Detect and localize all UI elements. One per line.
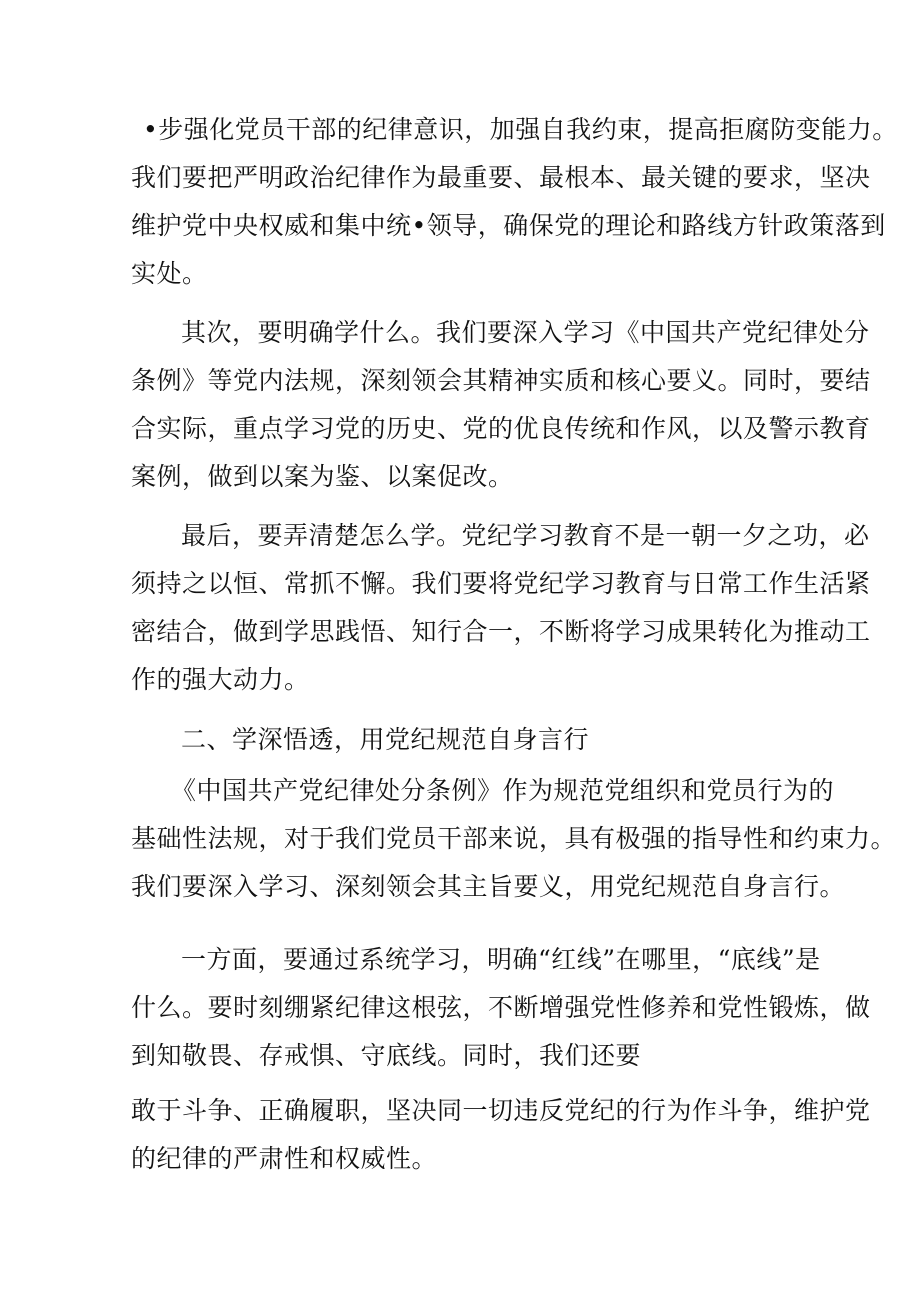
text-line: 合实际，重点学习党的历史、党的优良传统和作风，以及警示教育 — [131, 414, 871, 443]
text-line: 一方面，要通过系统学习，明确“红线”在哪里，“底线”是 — [181, 945, 821, 974]
text-line: 密结合，做到学思践悟、知行合一，不断将学习成果转化为推动工 — [131, 617, 871, 646]
text-line: 基础性法规，对于我们党员干部来说，具有极强的指导性和约束力。 — [131, 824, 897, 853]
text-line: 到知敬畏、存戒惧、守底线。同时，我们还要 — [131, 1041, 642, 1070]
paragraph-finally — [131, 512, 871, 704]
text-line: 我们要深入学习、深刻领会其主旨要义，用党纪规范自身言行。 — [131, 872, 846, 901]
paragraph-secondly — [131, 309, 871, 501]
text-line: 的纪律的严肃性和权威性。 — [131, 1144, 438, 1173]
text-line: 维护党中央权威和集中统•领导，确保党的理论和路线方针政策落到 — [131, 211, 886, 240]
text-line: 条例》等党内法规，深刻领会其精神实质和核心要义。同时，要结 — [131, 366, 871, 395]
paragraph-intro-continuation — [131, 106, 898, 298]
paragraph-regulations — [131, 767, 896, 911]
section-heading-text: 二、学深悟透，用党纪规范自身言行 — [181, 725, 590, 754]
text-line: 须持之以恒、常抓不懈。我们要将党纪学习教育与日常工作生活紧 — [131, 569, 871, 598]
text-line: 实处。 — [131, 259, 208, 288]
paragraph-struggle — [131, 1087, 871, 1183]
text-line: 敢于斗争、正确履职，坚决同一切违反党纪的行为作斗争，维护党 — [131, 1096, 871, 1125]
text-line: 我们要把严明政治纪律作为最重要、最根本、最关键的要求，坚决 — [131, 163, 871, 192]
text-line: 《中国共产党纪律处分条例》作为规范党组织和党员行为的 — [171, 776, 835, 805]
section-heading — [181, 716, 589, 764]
text-line: 其次，要明确学什么。我们要深入学习《中国共产党纪律处分 — [181, 318, 870, 347]
text-line: •步强化党员干部的纪律意识，加强自我约束，提高拒腐防变能力。 — [143, 115, 898, 144]
text-line: 最后，要弄清楚怎么学。党纪学习教育不是一朝一夕之功，必 — [181, 521, 870, 550]
paragraph-on-one-hand — [131, 936, 871, 1080]
text-line: 作的强大动力。 — [131, 665, 310, 694]
text-line: 案例，做到以案为鉴、以案促改。 — [131, 462, 514, 491]
text-line: 什么。要时刻绷紧纪律这根弦，不断增强党性修养和党性锻炼，做 — [131, 993, 871, 1022]
